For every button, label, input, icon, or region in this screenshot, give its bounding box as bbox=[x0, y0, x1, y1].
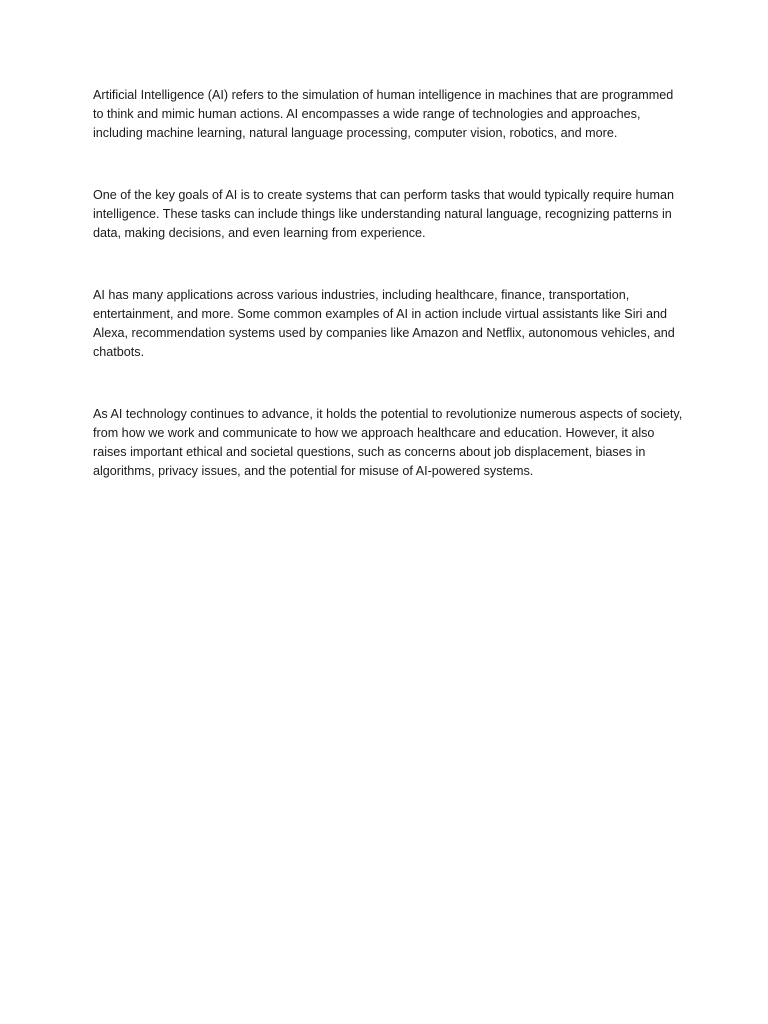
paragraph-ai-definition: Artificial Intelligence (AI) refers to the simulation of human intelligence in machines that are programmed to think and mimic human actions. AI encompasses a wide range of technologies and approaches, including machine learning, natural language processing, computer vision, robotics, and more. bbox=[93, 88, 674, 140]
document-body bbox=[93, 86, 683, 481]
paragraph-ai-applications: AI has many applications across various industries, including healthcare, finance, transportation, entertainment, and more. Some common examples of AI in action include virtual assistants like Siri and Alexa, recommendation systems used by companies like Amazon and Netflix, autonomous vehicles, and chatbots. bbox=[93, 288, 675, 359]
paragraph-ai-implications: As AI technology continues to advance, it holds the potential to revolutionize numerous aspects of society, from how we work and communicate to how we approach healthcare and education. However, it also raises important ethical and societal questions, such as concerns about job displacement, biases in algorithms, privacy issues, and the potential for misuse of AI-powered systems. bbox=[93, 407, 683, 478]
paragraph-ai-goals: One of the key goals of AI is to create systems that can perform tasks that would typically require human intelligence. These tasks can include things like understanding natural language, recognizing patterns in data, making decisions, and even learning from experience. bbox=[93, 188, 674, 240]
